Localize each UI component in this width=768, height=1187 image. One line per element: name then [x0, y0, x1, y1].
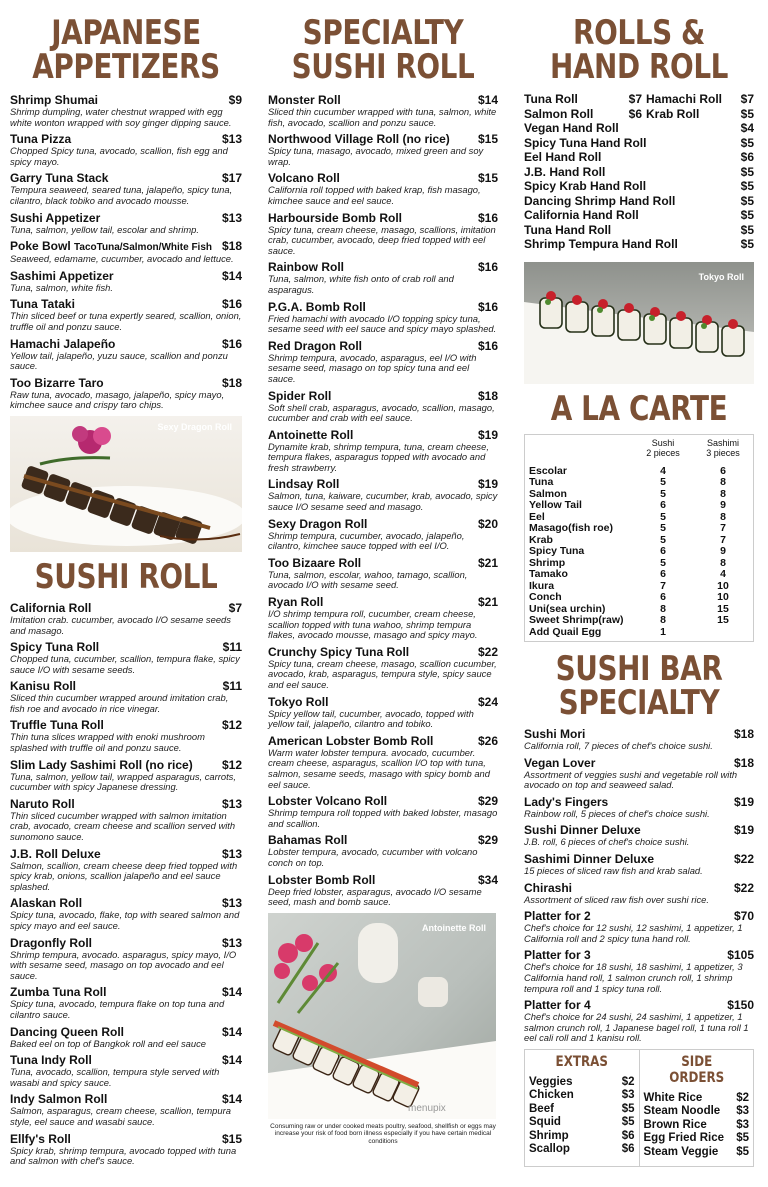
- menu-item[interactable]: Dancing Shrimp Hand Roll $5: [524, 193, 754, 208]
- menu-item[interactable]: Garry Tuna Stack $17 Tempura seaweed, seared tuna, jalapeño, spicy tuna, cilantro, black tobiko and avocado mousse.: [10, 171, 242, 206]
- menu-item[interactable]: P.G.A. Bomb Roll $16 Fried hamachi with avocado I/O topping spicy tuna, sesame seed with eel sauce and spicy mayo splashed.: [268, 299, 498, 335]
- column-appetizers-sushi: [10, 0, 242, 1172]
- menu-item[interactable]: Dancing Queen Roll $14 Baked eel on top of Bangkok roll and eel sauce: [10, 1024, 242, 1049]
- menu-item[interactable]: Squid $5: [529, 1116, 635, 1129]
- menu-item[interactable]: Too Bizaare Roll $21 Tuna, salmon, escolar, wahoo, tamago, scallion, avocado I/O with sesame seed.: [268, 555, 498, 591]
- menu-item[interactable]: Indy Salmon Roll $14 Salmon, asparagus, cream cheese, scallion, tempura style, eel sauce and wasabi sauce.: [10, 1092, 242, 1127]
- table-row[interactable]: Ikura 7 10: [529, 579, 729, 592]
- menu-item[interactable]: Lady's Fingers $19 Rainbow roll, 5 pieces of chef's choice sushi.: [524, 794, 754, 819]
- table-row[interactable]: Sweet Shrimp(raw) 8 15: [529, 614, 729, 626]
- antoinette-plate-illustration: [268, 913, 496, 1119]
- menu-item[interactable]: Shrimp Shumai $9 Shrimp dumpling, water chestnut wrapped with egg white wonton wrapped with soy ginger dipping sauce.: [10, 93, 242, 128]
- menu-item[interactable]: Chicken $3: [529, 1089, 635, 1102]
- menu-item[interactable]: White Rice $2: [643, 1091, 749, 1104]
- menu-item[interactable]: Tuna Tataki $16 Thin sliced beef or tuna expertly seared, scallion, onion, truffle oil and ponzu sauce.: [10, 297, 242, 332]
- menu-item[interactable]: Spicy Krab Hand Roll $5: [524, 179, 754, 193]
- menu-item[interactable]: Bahamas Roll $29 Lobster tempura, avocado, cucumber with volcano conch on top.: [268, 833, 498, 868]
- menu-item[interactable]: American Lobster Bomb Roll $26 Warm water lobster tempura. avocado, cucumber. cream cheese, asparagus, scallion I/O top with tuna, salmon, sesame seeds, masago with spicy bomb and eel sauce.: [268, 733, 498, 790]
- table-row[interactable]: Conch 6 10: [529, 591, 729, 603]
- menu-item[interactable]: Truffle Tuna Roll $12 Thin tuna slices wrapped with enoki mushroom splashed with truffle oil and ponzu sauce.: [10, 718, 242, 754]
- table-row[interactable]: Escolar 4 6: [529, 464, 726, 477]
- menu-item[interactable]: Harbourside Bomb Roll $16 Spicy tuna, cream cheese, masago, scallions, imitation crab, cucumber, avocado, deep fried topped with eel sauce.: [268, 210, 498, 256]
- menu-item[interactable]: Scallop $6: [529, 1143, 635, 1156]
- hand-roll-list: [524, 92, 754, 252]
- table-row[interactable]: Salmon 5 8: [529, 487, 726, 500]
- menu-row: Salmon Roll $6 Krab Roll $5: [524, 106, 754, 121]
- a-la-carte-table: [524, 434, 754, 643]
- menu-item[interactable]: Lindsay Roll $19 Salmon, tuna, kaiware, cucumber, krab, avocado, spicy sauce I/O sesame seed and masago.: [268, 477, 498, 513]
- menu-item[interactable]: Poke Bowl TacoTuna/Salmon/White Fish $18 Seaweed, edamame, cucumber, avocado and lettuce.: [10, 239, 242, 265]
- side-orders-section: [639, 1050, 754, 1166]
- menu-item[interactable]: Vegan Lover $18 Assortment of veggies sushi and vegetable roll with avocado on top and seaweed salad.: [524, 755, 754, 791]
- menu-item[interactable]: Tuna Pizza $13 Chopped Spicy tuna, avocado, scallion, fish egg and spicy mayo.: [10, 132, 242, 167]
- menu-item[interactable]: Rainbow Roll $16 Tuna, salmon, white fish onto of crab roll and asparagus.: [268, 260, 498, 295]
- menu-item[interactable]: Tuna Hand Roll $5: [524, 222, 754, 237]
- menu-item[interactable]: Lobster Volcano Roll $29 Shrimp tempura roll topped with baked lobster, masago and scallion.: [268, 794, 498, 829]
- menu-item[interactable]: Platter for 3 $105 Chef's choice for 18 sushi, 18 sashimi, 1 appetizer, 3 California hand roll, 1 salmon crunch roll, 1 shrimp tempura roll and 1 spicy tuna roll.: [524, 948, 754, 994]
- menu-item[interactable]: Spicy Tuna Roll $11 Chopped tuna, cucumber, scallion, tempura flake, spicy sauce I/O with sesame seeds.: [10, 640, 242, 675]
- sushi-roll-list: [10, 602, 242, 1167]
- table-row[interactable]: Eel 5 8: [529, 510, 726, 523]
- menu-item[interactable]: Too Bizarre Taro $18 Raw tuna, avocado, masago, jalapeño, spicy mayo, kimchee sauce and crispy taro chips.: [10, 375, 242, 411]
- menu-item[interactable]: Hamachi Jalapeño $16 Yellow tail, jalapeño, yuzu sauce, scallion and ponzu sauce.: [10, 336, 242, 372]
- menu-item[interactable]: Crunchy Spicy Tuna Roll $22 Spicy tuna, cream cheese, masago, scallion cucumber, avocado, krab, asparagus, tempura style, spicy sauce and eel sauce.: [268, 644, 498, 690]
- tokyo-roll-photo: [524, 262, 754, 384]
- table-row[interactable]: Uni(sea urchin) 8 15: [529, 602, 729, 615]
- menu-item[interactable]: Naruto Roll $13 Thin sliced cucumber wrapped with salmon imitation crab, avocado, cream cheese and scallion served with sunomono sauce.: [10, 796, 242, 843]
- table-row[interactable]: Krab 5 7: [529, 533, 726, 546]
- column-specialty: [268, 0, 498, 1145]
- menu-item[interactable]: Lobster Bomb Roll $34 Deep fried lobster, asparagus, avocado I/O sesame seed, mash and bomb sauce.: [268, 872, 498, 908]
- sexy-dragon-roll-photo: [10, 416, 242, 552]
- menu-item[interactable]: California Roll $7 Imitation crab. cucumber, avocado I/O sesame seeds and masago.: [10, 600, 242, 636]
- menu-item[interactable]: Steam Noodle $3: [643, 1105, 749, 1118]
- menu-item[interactable]: Beef $5: [529, 1102, 635, 1115]
- menu-item[interactable]: Tokyo Roll $24 Spicy yellow tail, cucumber, avocado, topped with yellow tail, jalapeño, cilantro and tobiko.: [268, 694, 498, 730]
- menu-item[interactable]: Chirashi $22 Assortment of sliced raw fish over sushi rice.: [524, 880, 754, 905]
- extras-section: [525, 1050, 639, 1166]
- health-disclaimer: Consuming raw or under cooked meats poultry, seafood, shellfish or eggs may increase your risk of food born illness especially if you have certain medical conditions: [270, 1122, 496, 1145]
- table-row[interactable]: Tuna 5 8: [529, 476, 726, 488]
- menu-item[interactable]: Zumba Tuna Roll $14 Spicy tuna, avocado, tempura flake on top tuna and cilantro sauce.: [10, 985, 242, 1020]
- menu-item[interactable]: J.B. Hand Roll $5: [524, 164, 754, 179]
- sushi-bar-heading: SUSHI BAR SPECIALTY: [555, 649, 723, 723]
- table-row[interactable]: Add Quail Egg 1: [529, 625, 666, 638]
- menu-item[interactable]: Sashimi Appetizer $14 Tuna, salmon, white fish.: [10, 268, 242, 293]
- table-row[interactable]: Tamako 6 4: [529, 568, 726, 580]
- menu-item[interactable]: Brown Rice $3: [643, 1118, 749, 1131]
- menu-item[interactable]: Slim Lady Sashimi Roll (no rice) $12 Tuna, salmon, yellow tail, wrapped asparagus, carrots, cucumber with spicy Japanese dressing.: [10, 757, 242, 793]
- menu-item[interactable]: Platter for 4 $150 Chef's choice for 24 sushi, 24 sashimi, 1 appetizer, 1 salmon crunch roll, 1 Japanese bagel roll, 1 tuna roll 1 eel cali roll and 1 kanisu roll.: [524, 998, 754, 1044]
- menu-item[interactable]: Red Dragon Roll $16 Shrimp tempura, avocado, asparagus, eel I/O with sesame seed, masago on top spicy tuna and eel sauce.: [268, 338, 498, 384]
- menu-item[interactable]: Volcano Roll $15 California roll topped with baked krap, fish masago, kimchee sauce and eel sauce.: [268, 171, 498, 206]
- sushi-roll-heading: SUSHI ROLL: [34, 556, 218, 597]
- a-la-carte-heading: A LA CARTE: [550, 388, 728, 429]
- menu-item[interactable]: Sushi Dinner Deluxe $19 J.B. roll, 6 pieces of chef's choice sushi.: [524, 823, 754, 848]
- menu-item[interactable]: Egg Fried Rice $5: [643, 1132, 749, 1145]
- menu-item[interactable]: Sushi Mori $18 California roll, 7 pieces of chef's choice sushi.: [524, 727, 754, 751]
- menu-item[interactable]: Veggies $2: [529, 1075, 635, 1088]
- antoinette-roll-photo: [268, 913, 496, 1119]
- menu-item[interactable]: Shrimp Tempura Hand Roll $5: [524, 237, 754, 251]
- side-orders-heading: SIDE ORDERS: [668, 1053, 724, 1086]
- specialty-list: [268, 94, 498, 908]
- menu-item[interactable]: Sushi Appetizer $13 Tuna, salmon, yellow tail, escolar and shrimp.: [10, 210, 242, 235]
- menu-item[interactable]: California Hand Roll $5: [524, 208, 754, 222]
- menu-item[interactable]: Monster Roll $14 Sliced thin cucumber wrapped with tuna, salmon, white fish, avocado, scallion and ponzu sauce.: [268, 93, 498, 128]
- menu-item[interactable]: Steam Veggie $5: [643, 1145, 749, 1158]
- menu-item[interactable]: Shrimp $6: [529, 1129, 635, 1142]
- menu-item[interactable]: Eel Hand Roll $6: [524, 150, 754, 164]
- menu-item[interactable]: Vegan Hand Roll $4: [524, 121, 754, 135]
- menu-item[interactable]: Spicy Tuna Hand Roll $5: [524, 135, 754, 150]
- menu-item[interactable]: Antoinette Roll $19 Dynamite krab, shrimp tempura, tuna, cream cheese, tempura flakes, asparagus topped with avocado and fresh strawberry.: [268, 427, 498, 473]
- appetizers-list: [10, 94, 242, 411]
- table-row[interactable]: Spicy Tuna 6 9: [529, 545, 726, 557]
- specialty-heading: SPECIALTY SUSHI ROLL: [291, 13, 475, 87]
- photo-caption: Tokyo Roll: [698, 271, 744, 282]
- appetizers-heading: JAPANESE APPETIZERS: [32, 13, 220, 87]
- menu-item[interactable]: Sashimi Dinner Deluxe $22 15 pieces of sliced raw fish and krab salad.: [524, 851, 754, 876]
- menu-item[interactable]: Alaskan Roll $13 Spicy tuna, avocado, flake, top with seared salmon and spicy mayo and eel sauce.: [10, 896, 242, 931]
- extras-heading: EXTRAS: [555, 1053, 608, 1070]
- menu-item[interactable]: Tuna Indy Roll $14 Tuna, avocado, scallion, tempura style served with wasabi and spicy sauce.: [10, 1053, 242, 1088]
- menu-item[interactable]: Dragonfly Roll $13 Shrimp tempura, avocado. asparagus, spicy mayo, I/O with sesame seed, masago on top avocado and eel sauce.: [10, 935, 242, 981]
- watermark-text: menupix: [408, 1102, 446, 1114]
- table-row[interactable]: Masago(fish roe) 5 7: [529, 522, 726, 534]
- menu-item[interactable]: Spider Roll $18 Soft shell crab, asparagus, avocado, scallion, masago, cucumber and crab with eel sauce.: [268, 388, 498, 424]
- menu-item[interactable]: Platter for 2 $70 Chef's choice for 12 sushi, 12 sashimi, 1 appetizer, 1 California roll and 2 spicy tuna hand roll.: [524, 909, 754, 944]
- menu-item[interactable]: Ryan Roll $21 I/O shrimp tempura roll, cucumber, cream cheese, scallion topped with tuna wahoo, shrimp tempura flakes, avocado mousse, masago and spicy mayo.: [268, 595, 498, 641]
- menu-item[interactable]: Kanisu Roll $11 Sliced thin cucumber wrapped around imitation crab, fish roe and avocado in rice vinegar.: [10, 679, 242, 714]
- sushi-bar-list: [524, 728, 754, 1044]
- table-header: Sushi 2 pieces Sashimi 3 pieces: [646, 437, 740, 458]
- extras-side-orders-box: [524, 1049, 754, 1167]
- hand-roll-heading: ROLLS & HAND ROLL: [549, 13, 729, 87]
- table-row[interactable]: Shrimp 5 8: [529, 556, 726, 569]
- photo-caption: Antoinette Roll: [422, 922, 486, 933]
- menu-item[interactable]: Ellfy's Roll $15 Spicy krab, shrimp tempura, avocado topped with tuna and salmon with chef's sauce.: [10, 1131, 242, 1167]
- menu-row: Tuna Roll $7 Hamachi Roll $7: [524, 92, 754, 106]
- menu-item[interactable]: Northwood Village Roll (no rice) $15 Spicy tuna, masago, avocado, mixed green and soy wrap.: [268, 132, 498, 167]
- column-rolls-carte: [524, 0, 754, 1167]
- table-row[interactable]: Yellow Tail 6 9: [529, 499, 726, 511]
- menu-item[interactable]: Sexy Dragon Roll $20 Shrimp tempura, cucumber, avocado, jalapeño, cilantro, kimchee sauce topped with eel I/O.: [268, 516, 498, 552]
- photo-caption: Sexy Dragon Roll: [157, 421, 232, 432]
- menu-item[interactable]: J.B. Roll Deluxe $13 Salmon, scallion, cream cheese deep fried topped with spicy krab, onions, scallion jalapeño and eel sauce splashed.: [10, 846, 242, 892]
- sushi-plate-illustration: [10, 416, 242, 552]
